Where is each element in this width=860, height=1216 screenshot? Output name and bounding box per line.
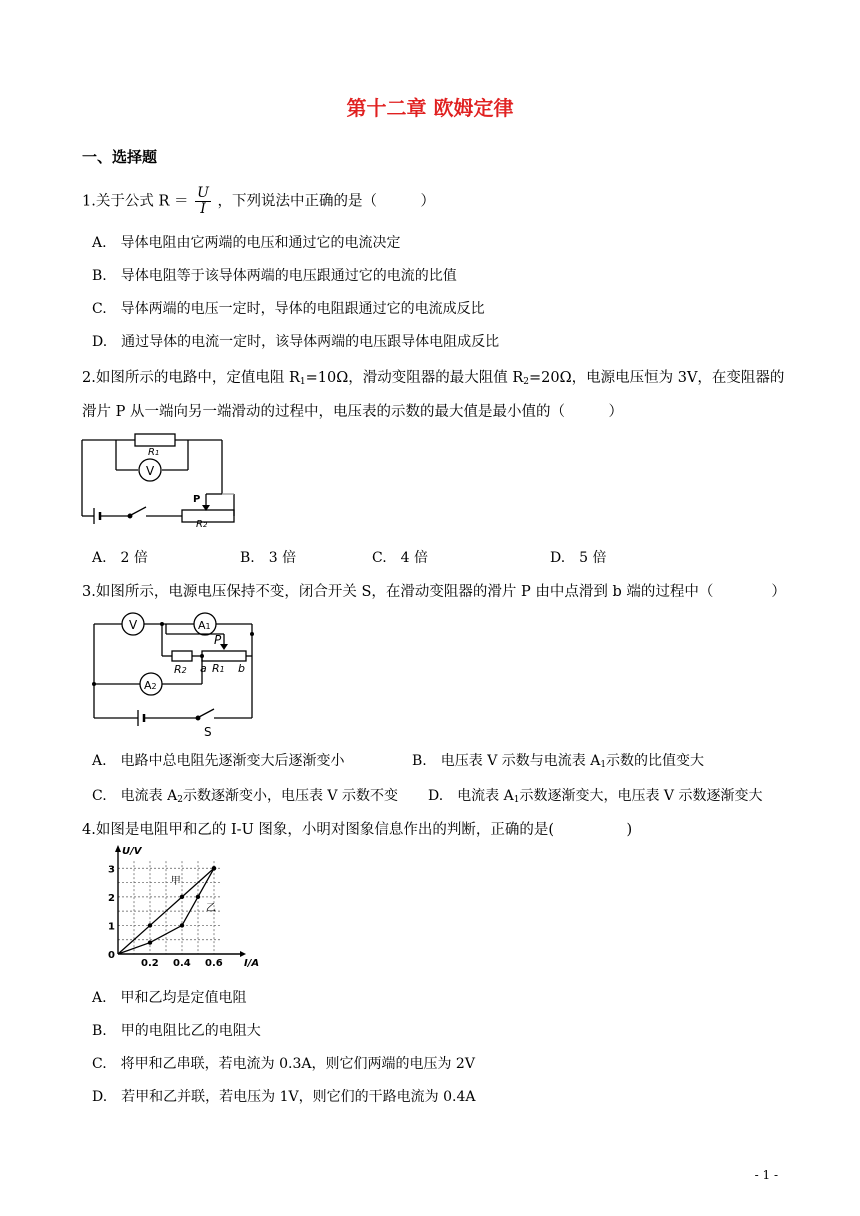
page-title: 第十二章 欧姆定律 bbox=[346, 96, 514, 120]
data-point bbox=[148, 923, 152, 927]
data-point bbox=[180, 895, 184, 899]
data-point bbox=[180, 923, 184, 927]
data-point bbox=[148, 940, 152, 944]
q1-option-a: A. 导体电阻由它两端的电压和通过它的电流决定 bbox=[92, 235, 401, 251]
series-label-yi: 乙 bbox=[206, 903, 216, 915]
q2-option-b: B. 3 倍 bbox=[240, 550, 297, 566]
q4-option-d: D. 若甲和乙并联，若电压为 1V，则它们的干路电流为 0.4A bbox=[92, 1089, 476, 1105]
data-point bbox=[212, 866, 216, 870]
q3-option-a: A. 电路中总电阻先逐渐变大后逐渐变小 bbox=[92, 753, 345, 769]
q2-option-a: A. 2 倍 bbox=[92, 550, 148, 566]
label-v: V bbox=[129, 618, 138, 632]
label-a1: A1 bbox=[198, 619, 211, 632]
y-tick-label: 1 bbox=[108, 921, 115, 933]
question-3: 3.如图所示，电源电压保持不变，闭合开关 S，在滑动变阻器的滑片 P 由中点滑到 b 端的过程中（ ） bbox=[82, 584, 786, 600]
resistor-r1 bbox=[135, 434, 175, 446]
question-1 bbox=[82, 186, 435, 217]
y-tick-label: 3 bbox=[108, 864, 115, 876]
label-p: P bbox=[193, 494, 201, 505]
q4-option-a: A. 甲和乙均是定值电阻 bbox=[92, 990, 247, 1006]
rheostat-r1 bbox=[202, 651, 246, 661]
origin-label: 0 bbox=[108, 950, 115, 961]
section-heading: 一、选择题 bbox=[82, 148, 158, 166]
label-r1: R1 bbox=[212, 662, 225, 675]
y-axis-arrow bbox=[115, 845, 121, 852]
y-tick-label: 2 bbox=[108, 892, 115, 904]
q1-prefix: 1.关于公式 R ＝ bbox=[82, 193, 189, 210]
q2-text-a: 2.如图所示的电路中，定值电阻 R bbox=[82, 370, 300, 386]
iu-graph bbox=[96, 842, 260, 972]
fraction-denominator: I bbox=[200, 201, 206, 217]
q1-option-c: C. 导体两端的电压一定时，导体的电阻跟通过它的电流成反比 bbox=[92, 301, 485, 317]
circuit-diagram-q2 bbox=[80, 426, 240, 528]
resistor-r2 bbox=[172, 651, 192, 661]
fraction-numerator: U bbox=[197, 185, 209, 201]
q3-option-b: B. 电压表 V 示数与电流表 $A_1$示数的比值变大 bbox=[412, 753, 705, 770]
question-4: 4.如图是电阻甲和乙的 I-U 图象，小明对图象信息作出的判断，正确的是( ) bbox=[82, 822, 633, 838]
q2-sub-2: 2 bbox=[523, 377, 529, 387]
label-r2: R2 bbox=[196, 519, 208, 530]
q3-option-c: C. 电流表 $A_2$示数逐渐变小，电压表 V 示数不变 bbox=[92, 788, 398, 805]
data-point bbox=[196, 895, 200, 899]
rheostat-r2 bbox=[182, 510, 234, 522]
label-r2: R2 bbox=[174, 663, 187, 676]
label-b: b bbox=[238, 662, 245, 675]
formula-fraction bbox=[195, 186, 211, 217]
x-tick-label: 0.4 bbox=[173, 958, 191, 969]
x-axis-label: I/A bbox=[244, 958, 260, 969]
q2-text-b: =10Ω，滑动变阻器的最大阻值 R bbox=[305, 370, 524, 386]
q3-option-d: D. 电流表 $A_1$示数逐渐变大，电压表 V 示数逐渐变大 bbox=[428, 788, 763, 805]
label-a2: A2 bbox=[144, 679, 157, 692]
switch bbox=[131, 507, 146, 515]
q2-sub-1: 1 bbox=[299, 377, 306, 387]
q2-option-d: D. 5 倍 bbox=[550, 550, 607, 566]
label-r1: R1 bbox=[148, 447, 160, 458]
q1-suffix: ，下列说法中正确的是（ ） bbox=[217, 193, 436, 210]
label-s: S bbox=[204, 725, 212, 739]
switch-s bbox=[199, 709, 214, 717]
label-p: P bbox=[214, 633, 222, 647]
q1-option-b: B. 导体电阻等于该导体两端的电压跟通过它的电流的比值 bbox=[92, 268, 457, 284]
q4-option-b: B. 甲的电阻比乙的电阻大 bbox=[92, 1023, 261, 1039]
q2-text-c: =20Ω，电源电压恒为 3V，在变阻器的 bbox=[529, 370, 785, 386]
q1-option-d: D. 通过导体的电流一定时，该导体两端的电压跟导体电阻成反比 bbox=[92, 334, 500, 350]
label-v: V bbox=[146, 464, 155, 478]
series-label-jia: 甲 bbox=[170, 876, 181, 887]
circuit-diagram-q3 bbox=[88, 606, 264, 738]
x-tick-label: 0.2 bbox=[141, 958, 159, 969]
y-axis-label: U/V bbox=[122, 846, 142, 857]
q4-option-c: C. 将甲和乙串联，若电流为 0.3A，则它们两端的电压为 2V bbox=[92, 1056, 475, 1072]
question-2-line-1 bbox=[82, 366, 784, 387]
question-2-line-2: 滑片 P 从一端向另一端滑动的过程中，电压表的示数的最大值是最小值的（ ） bbox=[82, 404, 623, 420]
q2-option-c: C. 4 倍 bbox=[372, 550, 429, 566]
x-tick-label: 0.6 bbox=[205, 958, 223, 969]
page-number: - 1 - bbox=[754, 1168, 778, 1182]
x-axis-arrow bbox=[240, 951, 246, 957]
label-a: a bbox=[200, 662, 207, 675]
